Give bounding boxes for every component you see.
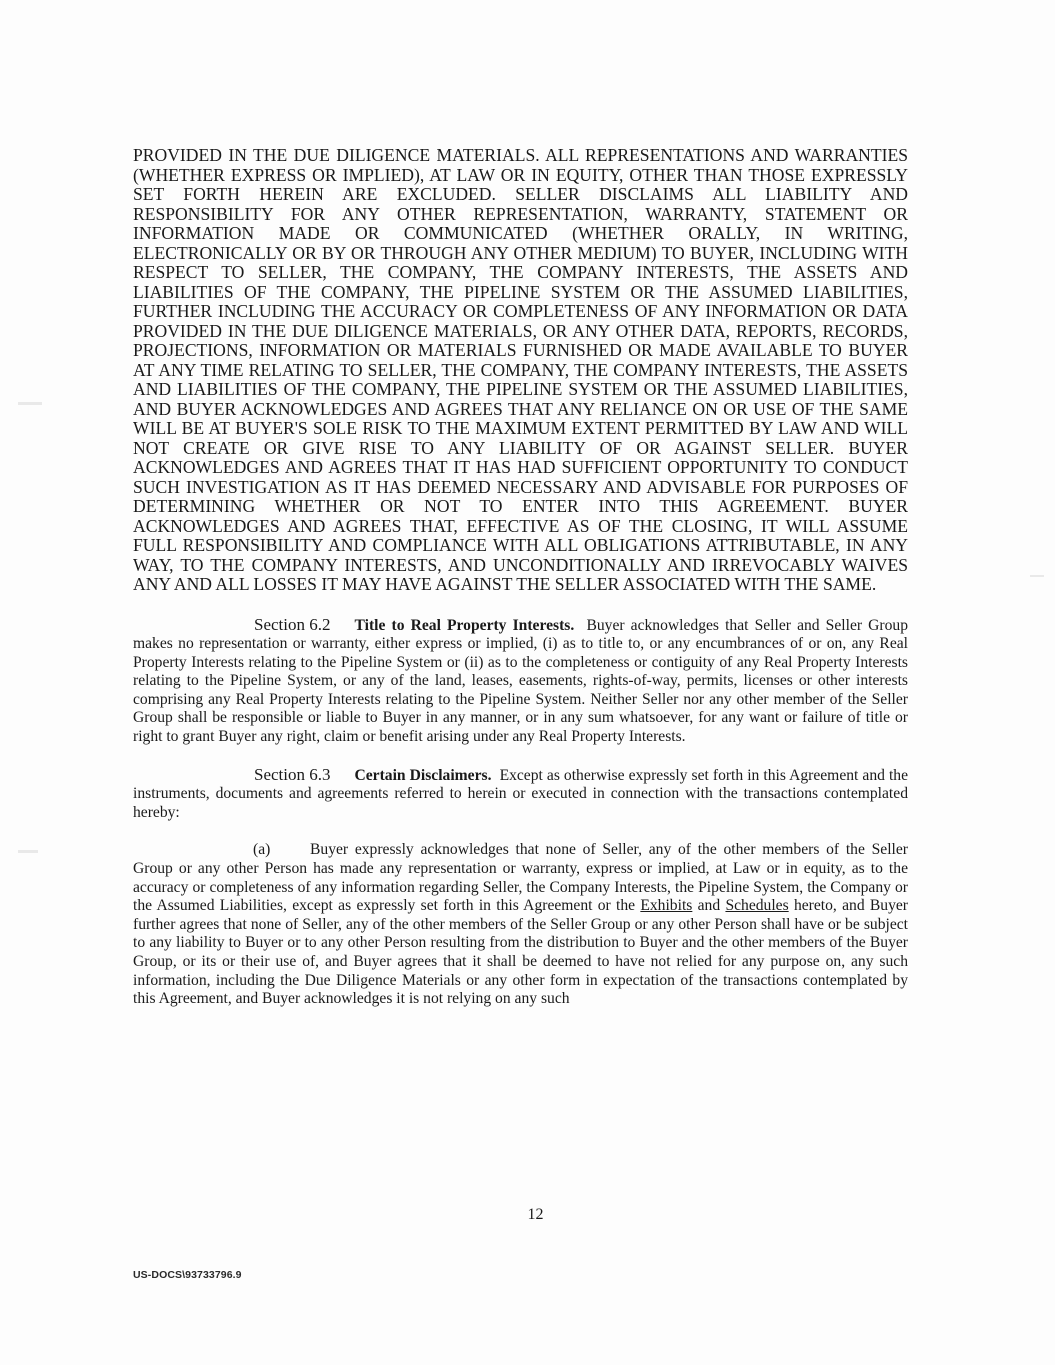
section-6-2-number: Section 6.2 <box>254 614 331 634</box>
section-6-3-title: Certain Disclaimers. <box>354 766 492 784</box>
section-6-3-paragraph <box>133 766 908 823</box>
document-id-footer: US-DOCS\93733796.9 <box>133 1269 242 1281</box>
scan-artifact <box>1030 575 1044 577</box>
clause-a-text-after: hereto, and Buyer further agrees that none of Seller, any of the other members of the Seller Group or any other Person shall have or be subject to any liability to Buyer or to any other Person resulting from the distribution to Buyer and the other members of the Buyer Group, or its or their use of, and Buyer agrees that it shall be deemed to have not relied for any purpose on, any such information, including the Due Diligence Materials or any other form in expectation of the transactions contemplated by this Agreement, and Buyer acknowledges it is not relying on any such <box>133 897 909 1008</box>
clause-a-text-before: Buyer expressly acknowledges that none of Seller, any of the other members of the Seller Group or any other Person has made any representation or warranty, express or implied, at Law or in equity, as to the accuracy or completeness of any information regarding Seller, the Company Interests, the Pipeline System, the Company or the Assumed Liabilities, except as expressly set forth in this Agreement or the <box>133 841 908 915</box>
document-body <box>133 146 908 1009</box>
exhibits-reference: Exhibits <box>640 897 693 915</box>
section-6-2-text: Buyer acknowledges that Seller and Seller Group makes no representation or warranty, either express or implied, (i) as to title to, or any encumbrances of or on, any Real Property Interests relating to the Pipeline System or (ii) as to the completeness or contiguity of any Real Property Interests relating to the Pipeline System, or any of the land, leases, easements, rights-of-way, permits, licenses or other interests comprising any Real Property Interests relating to the Pipeline System. Neither Seller nor any other member of the Seller Group shall be responsible or liable to Buyer in any manner, or in any sum whatsoever, for any want or failure of title or right to grant Buyer any right, claim or benefit arising under any Real Property Interests. <box>133 616 909 746</box>
disclaimer-paragraph: PROVIDED IN THE DUE DILIGENCE MATERIALS. ALL REPRESENTATIONS AND WARRANTIES (WHETHER EXPRESS OR IMPLIED), AT LAW OR IN EQUITY, OTHER THAN THOSE EXPRESSLY SET FORTH HEREIN ARE EXCLUDED. SELLER DISCLAIMS ALL LIABILITY AND RESPONSIBILITY FOR ANY OTHER REPRESENTATION, WARRANTY, STATEMENT OR INFORMATION MADE OR COMMUNICATED (WHETHER ORALLY, IN WRITING, ELECTRONICALLY OR BY OR THROUGH ANY OTHER MEDIUM) TO BUYER, INCLUDING WITH RESPECT TO SELLER, THE COMPANY, THE COMPANY INTERESTS, THE ASSETS AND LIABILITIES OF THE COMPANY, THE PIPELINE SYSTEM OR THE ASSUMED LIABILITIES, FURTHER INCLUDING THE ACCURACY OR COMPLETENESS OF ANY INFORMATION OR DATA PROVIDED IN THE DUE DILIGENCE MATERIALS, OR ANY OTHER DATA, REPORTS, RECORDS, PROJECTIONS, INFORMATION OR MATERIALS FURNISHED OR MADE AVAILABLE TO BUYER AT ANY TIME RELATING TO SELLER, THE COMPANY, THE COMPANY INTERESTS, THE ASSETS AND LIABILITIES OF THE COMPANY, THE PIPELINE SYSTEM OR THE ASSUMED LIABILITIES, AND BUYER ACKNOWLEDGES AND AGREES THAT ANY RELIANCE ON OR USE OF THE SAME WILL BE AT BUYER'S SOLE RISK TO THE MAXIMUM EXTENT PERMITTED BY LAW AND WILL NOT CREATE OR GIVE RISE TO ANY LIABILITY OF OR AGAINST SELLER. BUYER ACKNOWLEDGES AND AGREES THAT IT HAS HAD SUFFICIENT OPPORTUNITY TO CONDUCT SUCH INVESTIGATION AS IT HAS DEEMED NECESSARY AND ADVISABLE FOR PURPOSES OF DETERMINING WHETHER OR NOT TO ENTER INTO THIS AGREEMENT. BUYER ACKNOWLEDGES AND AGREES THAT, EFFECTIVE AS OF THE CLOSING, IT WILL ASSUME FULL RESPONSIBILITY AND COMPLIANCE WITH ALL OBLIGATIONS ATTRIBUTABLE, IN ANY WAY, TO THE COMPANY INTERESTS, AND UNCONDITIONALLY AND IRREVOCABLY WAIVES ANY AND ALL LOSSES IT MAY HAVE AGAINST THE SELLER ASSOCIATED WITH THE SAME. <box>133 145 908 594</box>
section-6-2-title: Title to Real Property Interests. <box>354 616 575 634</box>
schedules-reference: Schedules <box>725 897 789 915</box>
section-6-3-text: Except as otherwise expressly set forth in this Agreement and the instruments, documents and agreements referred to herein or executed in connection with the transactions contemplated hereby: <box>133 766 909 821</box>
clause-a-paragraph <box>133 841 908 1008</box>
scan-artifact <box>18 850 38 853</box>
section-6-2-paragraph <box>133 616 908 747</box>
clause-a-and: and <box>692 897 726 915</box>
section-6-3-number: Section 6.3 <box>254 764 331 784</box>
clause-a-label: (a) <box>253 841 271 859</box>
page-number: 12 <box>527 1206 544 1223</box>
scan-artifact <box>18 402 42 405</box>
